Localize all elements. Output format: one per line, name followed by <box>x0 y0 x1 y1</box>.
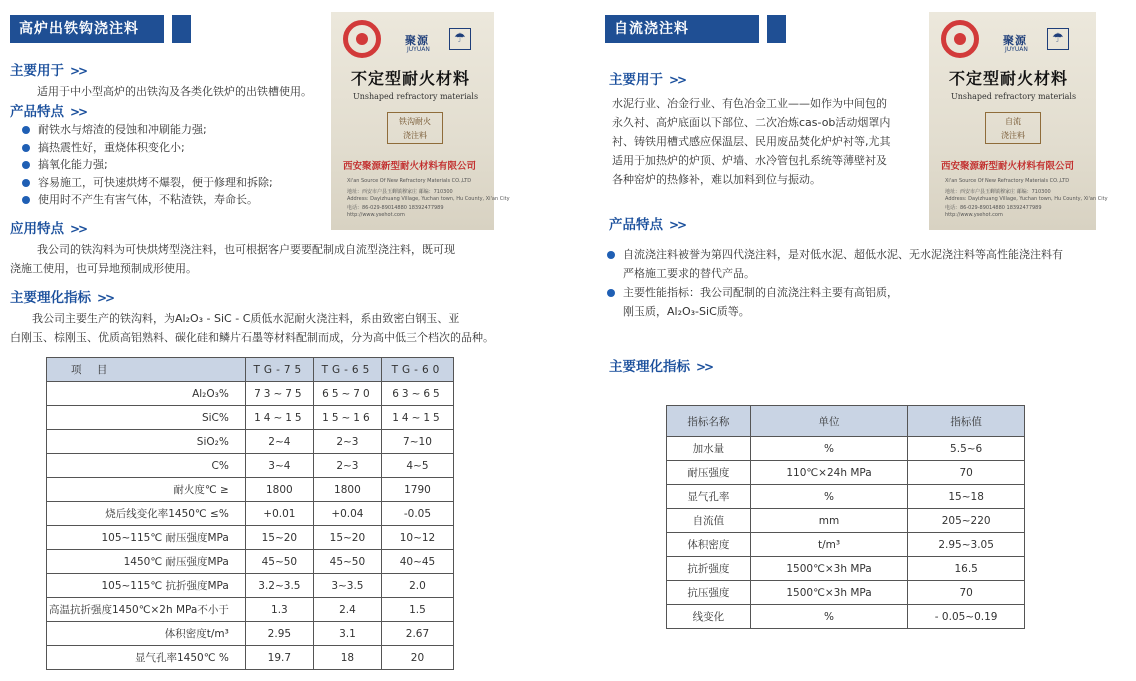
brand-logo-icon <box>343 20 381 58</box>
left-indicators-heading: 主要理化指标 >> <box>10 290 114 306</box>
table-cell: 1790 <box>381 478 453 502</box>
umbrella-icon: ☂ <box>449 28 471 50</box>
table-row <box>667 581 1025 605</box>
table-cell: 205~220 <box>908 509 1025 533</box>
table-row <box>667 533 1025 557</box>
table-cell: 40~45 <box>381 550 453 574</box>
bullet-icon <box>607 289 615 297</box>
table-cell: SiO₂% <box>47 430 246 454</box>
table-cell: 抗折强度 <box>667 557 751 581</box>
table-cell: 烧后线变化率1450℃ ≤% <box>47 502 246 526</box>
table-cell: 加水量 <box>667 437 751 461</box>
bullet-icon <box>22 126 30 134</box>
table-cell: 7~10 <box>381 430 453 454</box>
table-row <box>667 557 1025 581</box>
table-cell: 耐火度℃ ≥ <box>47 478 246 502</box>
column-header: TG-75 <box>245 358 313 382</box>
table-cell: 10~12 <box>381 526 453 550</box>
table-cell: 1.5 <box>381 598 453 622</box>
list-item: 搞热震性好，重烧体积变化小; <box>22 139 273 157</box>
table-row <box>47 430 454 454</box>
table-cell: 45~50 <box>245 550 313 574</box>
table-cell: 2~4 <box>245 430 313 454</box>
table-cell: 2.95 <box>245 622 313 646</box>
bullet-icon <box>607 251 615 259</box>
column-header: 指标值 <box>908 406 1025 437</box>
left-specs-table <box>46 357 454 670</box>
table-cell: 1450℃ 耐压强度MPa <box>47 550 246 574</box>
arrows-icon: >> <box>70 105 87 119</box>
table-cell: mm <box>750 509 908 533</box>
right-features-heading: 产品特点 >> <box>609 217 686 233</box>
arrows-icon: >> <box>70 64 87 78</box>
table-cell: 110℃×24h MPa <box>750 461 908 485</box>
table-row <box>47 598 454 622</box>
table-cell: Al₂O₃% <box>47 382 246 406</box>
table-cell: % <box>750 605 908 629</box>
column-header: 项 目 <box>47 358 246 382</box>
table-cell: 4~5 <box>381 454 453 478</box>
table-cell: SiC% <box>47 406 246 430</box>
table-cell: -0.05 <box>381 502 453 526</box>
product-stamp: 自流 浇注料 <box>985 112 1041 144</box>
table-row <box>47 550 454 574</box>
umbrella-icon: ☂ <box>1047 28 1069 50</box>
left-indicators-text: 我公司主要生产的铁沟料，为Al₂O₃ - SiC - C质低水泥耐火浇注料，系由致密白钢玉、亚 白刚玉、棕刚玉、优质高铝熟料、碳化硅和鳞片石墨等材料配制而成，分为高中低三个档次的品种。 <box>10 312 494 344</box>
table-row <box>47 478 454 502</box>
left-features-heading: 产品特点 >> <box>10 104 87 120</box>
table-cell: 3.2~3.5 <box>245 574 313 598</box>
table-cell: 5.5~6 <box>908 437 1025 461</box>
list-item: 容易施工，可快速烘烤不爆裂，便于修理和拆除; <box>22 174 273 192</box>
bullet-icon <box>22 196 30 204</box>
column-header: TG-60 <box>381 358 453 382</box>
table-cell: 体积密度 <box>667 533 751 557</box>
left-title-bar <box>10 15 164 43</box>
table-row <box>47 502 454 526</box>
table-cell: % <box>750 485 908 509</box>
table-cell: 16.5 <box>908 557 1025 581</box>
right-features-list <box>607 245 1063 321</box>
list-item: 刚玉质，Al₂O₃-SiC质等。 <box>623 305 750 318</box>
table-cell: 显气孔率 <box>667 485 751 509</box>
right-indicators-heading: 主要理化指标 >> <box>609 359 713 375</box>
list-item: 严格施工要求的替代产品。 <box>623 267 755 280</box>
table-cell: 15~18 <box>908 485 1025 509</box>
left-main-use-text: 适用于中小型高炉的出铁沟及各类化铁炉的出铁槽使用。 <box>37 85 312 98</box>
table-cell: 2.0 <box>381 574 453 598</box>
table-cell: 2~3 <box>313 430 381 454</box>
bullet-icon <box>22 144 30 152</box>
table-cell: 15~20 <box>245 526 313 550</box>
table-cell: 2.95~3.05 <box>908 533 1025 557</box>
bullet-icon <box>22 179 30 187</box>
bullet-icon <box>22 161 30 169</box>
list-item: 主要性能指标：我公司配制的自流浇注料主要有高铝质， <box>607 283 1063 302</box>
table-cell: t/m³ <box>750 533 908 557</box>
table-cell: 105~115℃ 耐压强度MPa <box>47 526 246 550</box>
right-specs-table <box>666 405 1025 629</box>
table-row <box>47 382 454 406</box>
table-cell: 1800 <box>245 478 313 502</box>
table-cell: 3~3.5 <box>313 574 381 598</box>
table-cell: 70 <box>908 461 1025 485</box>
table-cell: 65~70 <box>313 382 381 406</box>
table-cell: 105~115℃ 抗折强度MPa <box>47 574 246 598</box>
table-cell: 20 <box>381 646 453 670</box>
table-cell: 18 <box>313 646 381 670</box>
right-main-use-heading: 主要用于 >> <box>609 72 686 88</box>
table-row <box>667 437 1025 461</box>
column-header: 指标名称 <box>667 406 751 437</box>
table-cell: 14~15 <box>245 406 313 430</box>
table-row <box>47 622 454 646</box>
table-cell: 高温抗折强度1450℃×2h MPa不小于 <box>47 598 246 622</box>
list-item: 使用时不产生有害气体，不粘渣铁，寿命长。 <box>22 191 273 209</box>
table-cell: 1500℃×3h MPa <box>750 557 908 581</box>
left-title: 高炉出铁钩浇注料 <box>19 21 139 37</box>
arrows-icon: >> <box>97 291 114 305</box>
table-cell: +0.04 <box>313 502 381 526</box>
table-row <box>47 406 454 430</box>
brand-logo-icon <box>941 20 979 58</box>
table-row <box>47 526 454 550</box>
table-cell: 2.67 <box>381 622 453 646</box>
list-item: 自流浇注料被誉为第四代浇注料，是对低水泥、超低水泥、无水泥浇注料等高性能浇注料有 <box>607 245 1063 264</box>
table-cell: 15~16 <box>313 406 381 430</box>
table-cell: 70 <box>908 581 1025 605</box>
table-row <box>667 461 1025 485</box>
table-cell: 63~65 <box>381 382 453 406</box>
table-cell: 1800 <box>313 478 381 502</box>
arrows-icon: >> <box>696 360 713 374</box>
left-application-heading: 应用特点 >> <box>10 221 87 237</box>
table-cell: 3~4 <box>245 454 313 478</box>
table-cell: 1.3 <box>245 598 313 622</box>
left-title-accent <box>172 15 191 43</box>
table-cell: 15~20 <box>313 526 381 550</box>
right-main-use-text: 水泥行业、冶金行业、有色冶金工业——如作为中间包的 永久衬、高炉底面以下部位、二次冶炼cas-ob活动烟罩内 衬、铸铁用槽式感应保温层、民用废品焚化炉炉衬等,尤其 适用于加热炉的炉顶、炉墙、水冷管包扎系统等薄壁衬及 各种窑炉的热修补，难以加料到位与振动。 <box>612 97 891 186</box>
list-item: 耐铁水与熔渣的侵蚀和冲刷能力强; <box>22 121 273 139</box>
right-title: 自流浇注料 <box>614 21 689 37</box>
product-stamp: 铁沟耐火 浇注料 <box>387 112 443 144</box>
table-cell: 2.4 <box>313 598 381 622</box>
table-cell: 显气孔率1450℃ % <box>47 646 246 670</box>
table-cell: +0.01 <box>245 502 313 526</box>
arrows-icon: >> <box>70 222 87 236</box>
column-header: TG-65 <box>313 358 381 382</box>
column-header: 单位 <box>750 406 908 437</box>
left-application-text: 我公司的铁沟料为可快烘烤型浇注料，也可根据客户要要配制成自流型浇注料，既可现 浇施工使用，也可异地预制成形使用。 <box>10 243 455 275</box>
right-title-bar <box>605 15 759 43</box>
list-item: 搞氧化能力强; <box>22 156 273 174</box>
left-features-list <box>22 121 273 209</box>
table-row <box>667 605 1025 629</box>
table-cell: 2~3 <box>313 454 381 478</box>
table-row <box>667 509 1025 533</box>
table-cell: 14~15 <box>381 406 453 430</box>
right-title-accent <box>767 15 786 43</box>
table-row <box>47 574 454 598</box>
arrows-icon: >> <box>669 218 686 232</box>
table-row <box>667 485 1025 509</box>
table-row <box>47 454 454 478</box>
table-row <box>47 646 454 670</box>
arrows-icon: >> <box>669 73 686 87</box>
table-cell: 抗压强度 <box>667 581 751 605</box>
table-cell: % <box>750 437 908 461</box>
table-cell: 自流值 <box>667 509 751 533</box>
table-cell: 1500℃×3h MPa <box>750 581 908 605</box>
table-cell: C% <box>47 454 246 478</box>
table-cell: - 0.05~0.19 <box>908 605 1025 629</box>
left-main-use-heading: 主要用于 >> <box>10 63 87 79</box>
table-cell: 3.1 <box>313 622 381 646</box>
table-cell: 45~50 <box>313 550 381 574</box>
table-cell: 19.7 <box>245 646 313 670</box>
table-cell: 耐压强度 <box>667 461 751 485</box>
table-cell: 体积密度t/m³ <box>47 622 246 646</box>
left-product-bag-image: 聚源 JUYUAN ☂ 不定型耐火材料 Unshaped refractory materials 铁沟耐火 浇注料 西安聚源新型耐火材料有限公司 Xi'an Source Of New Refractory Materials CO.,LTD 地址：西安市户县玉蝉镇穆家庄 邮编：710300 Address: Dayizhuang Village, Yuchan town, Hu County, Xi'an City 电话：86-029-89014880 18392477989 http://www.ysehot.com <box>331 12 494 230</box>
table-cell: 73~75 <box>245 382 313 406</box>
table-cell: 线变化 <box>667 605 751 629</box>
right-product-bag-image: 聚源 JUYUAN ☂ 不定型耐火材料 Unshaped refractory materials 自流 浇注料 西安聚源新型耐火材料有限公司 Xi'an Source Of New Refractory Materials CO.,LTD 地址：西安市户县玉蝉镇穆家庄 邮编：710300 Address: Dayizhuang Village, Yuchan town, Hu County, Xi'an City 电话：86-029-89014880 18392477989 http://www.ysehot.com <box>929 12 1096 230</box>
